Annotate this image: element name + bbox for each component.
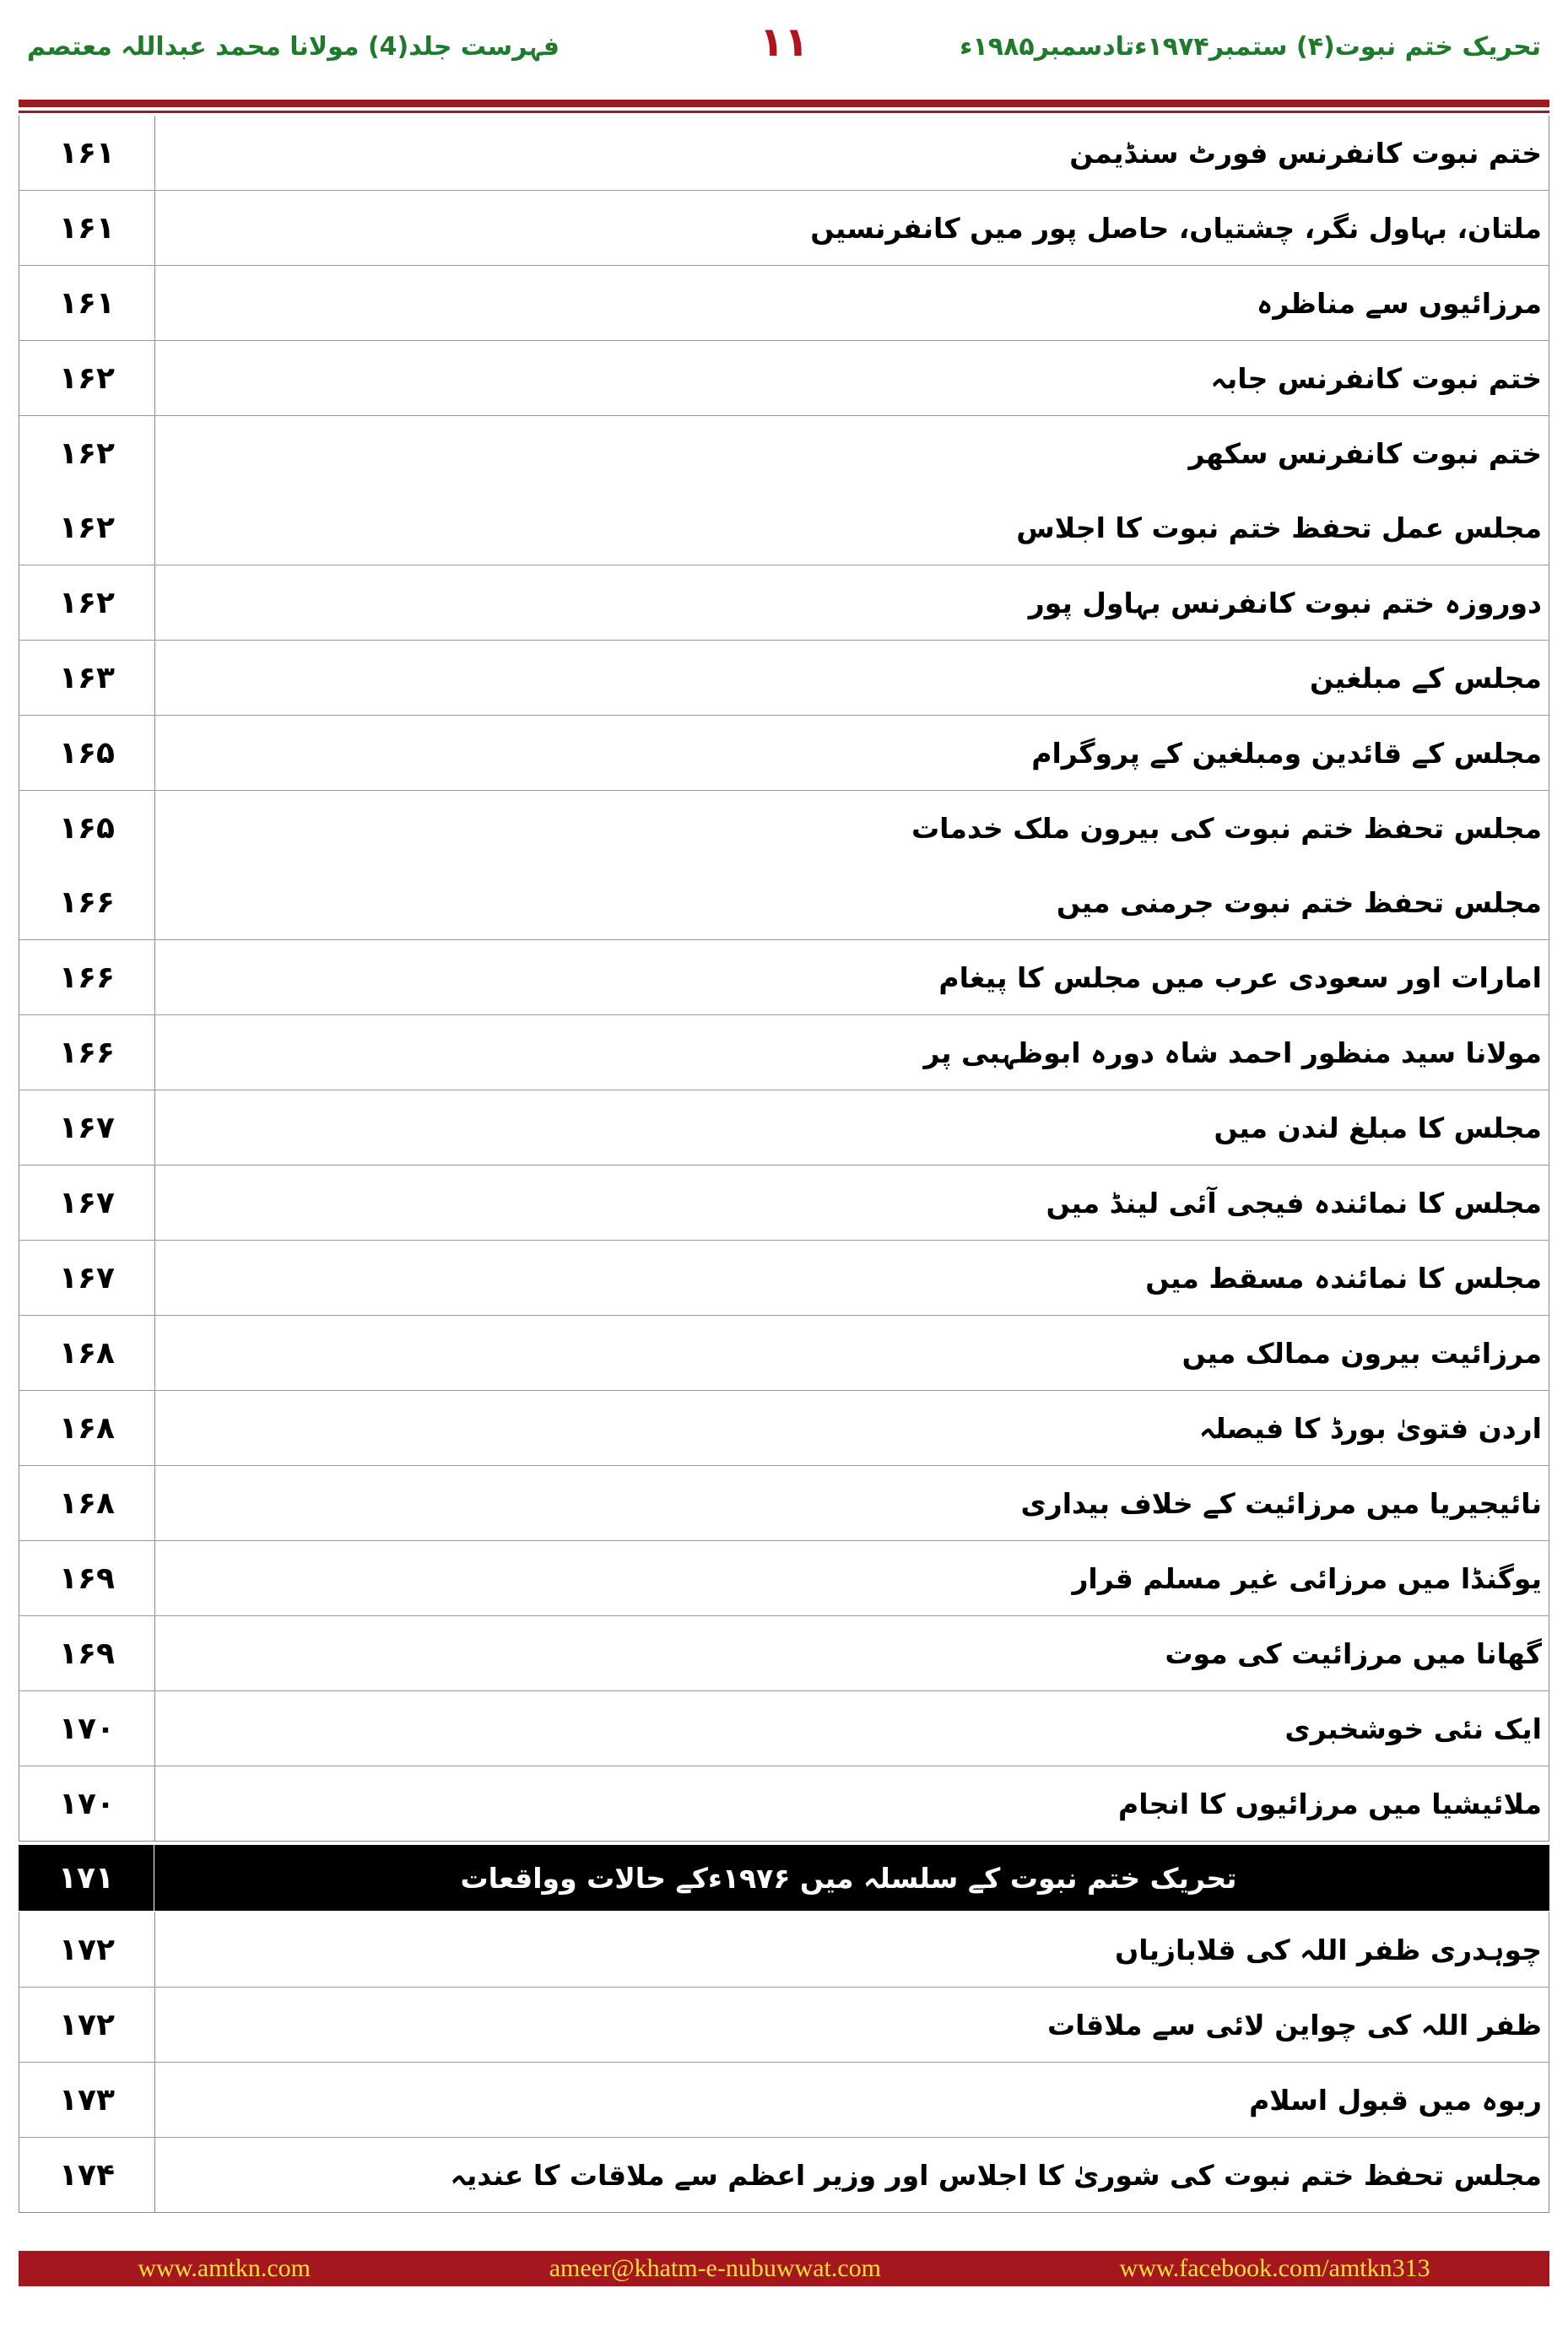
entry-page: ۱۶۹ [19, 1616, 155, 1690]
entry-title: یوگنڈا میں مرزائی غیر مسلم قرار [1072, 1561, 1542, 1595]
entry-title: نائیجیریا میں مرزائیت کے خلاف بیداری [1020, 1486, 1542, 1520]
table-row[interactable] [19, 565, 1549, 640]
table-row[interactable] [19, 1165, 1549, 1240]
entry-page: ۱۶۲ [19, 490, 155, 565]
entry-title: مجلس کے قائدین ومبلغین کے پروگرام [1031, 736, 1542, 770]
entry-title: مجلس تحفظ ختم نبوت جرمنی میں [1056, 885, 1542, 919]
entry-title: گھانا میں مرزائیت کی موت [1165, 1636, 1542, 1670]
table-row[interactable] [19, 1690, 1549, 1766]
page-number: ۱۱ [759, 19, 809, 66]
section-heading-row[interactable] [19, 1845, 1549, 1911]
entry-page: ۱۶۸ [19, 1391, 155, 1465]
table-row[interactable] [19, 1912, 1549, 1987]
entry-page: ۱۶۲ [19, 341, 155, 415]
entry-title: امارات اور سعودی عرب میں مجلس کا پیغام [938, 960, 1542, 994]
entry-page: ۱۶۷ [19, 1090, 155, 1165]
entry-title: ختم نبوت کانفرنس فورٹ سنڈیمن [1069, 136, 1542, 170]
entry-title: مرزائیت بیرون ممالک میں [1181, 1336, 1542, 1370]
entry-title: ایک نئی خوشخبری [1284, 1712, 1542, 1745]
table-row[interactable] [19, 265, 1549, 340]
entry-title: ختم نبوت کانفرنس سکھر [1188, 436, 1542, 470]
table-row[interactable] [19, 939, 1549, 1014]
entry-page: ۱۶۱ [19, 116, 155, 190]
contents-group-2 [19, 1912, 1549, 2213]
entry-title: مجلس کا نمائندہ مسقط میں [1145, 1261, 1542, 1295]
table-row[interactable] [19, 715, 1549, 790]
table-row[interactable] [19, 1014, 1549, 1090]
entry-title: مجلس عمل تحفظ ختم نبوت کا اجلاس [1016, 511, 1542, 544]
contents-group [19, 116, 1549, 1842]
entry-title: دوروزہ ختم نبوت کانفرنس بہاول پور [1028, 586, 1542, 619]
website-link[interactable]: www.amtkn.com [138, 2254, 311, 2282]
table-row[interactable] [19, 1390, 1549, 1465]
table-row[interactable] [19, 190, 1549, 265]
entry-page: ۱۶۱ [19, 191, 155, 265]
header-rule-thin [19, 111, 1549, 113]
entry-title: اردن فتویٰ بورڈ کا فیصلہ [1198, 1411, 1542, 1445]
email-link[interactable]: ameer@khatm-e-nubuwwat.com [549, 2254, 881, 2282]
entry-page: ۱۶۷ [19, 1241, 155, 1315]
header-rule-thick [19, 100, 1549, 107]
entry-title: ملتان، بہاول نگر، چشتیاں، حاصل پور میں کانفرنسیں [810, 211, 1542, 245]
table-row[interactable] [19, 2137, 1549, 2212]
entry-page: ۱۶۵ [19, 791, 155, 865]
entry-title: ختم نبوت کانفرنس جابہ [1210, 361, 1542, 395]
entry-page: ۱۷۰ [19, 1691, 155, 1766]
table-row[interactable] [19, 790, 1549, 865]
entry-title: چوہدری ظفر اللہ کی قلابازیاں [1115, 1933, 1542, 1966]
page-footer [19, 2251, 1549, 2286]
entry-page: ۱۶۷ [19, 1166, 155, 1240]
entry-page: ۱۶۶ [19, 940, 155, 1014]
table-row[interactable] [19, 1540, 1549, 1615]
entry-page: ۱۷۴ [19, 2138, 155, 2212]
entry-page: ۱۶۱ [19, 266, 155, 340]
entry-title: مجلس کے مبلغین [1309, 661, 1542, 695]
entry-page: ۱۶۸ [19, 1316, 155, 1390]
table-row[interactable] [19, 865, 1549, 939]
entry-page: ۱۷۰ [19, 1766, 155, 1841]
entry-page: ۱۶۲ [19, 416, 155, 490]
table-row[interactable] [19, 490, 1549, 565]
table-row[interactable] [19, 1315, 1549, 1390]
page-header [0, 0, 1568, 101]
entry-title: مرزائیوں سے مناظرہ [1257, 286, 1542, 320]
entry-title: مجلس کا مبلغ لندن میں [1214, 1111, 1542, 1144]
entry-title: مولانا سید منظور احمد شاہ دورہ ابوظہبی پر [923, 1036, 1542, 1069]
table-row[interactable] [19, 1465, 1549, 1540]
entry-page: ۱۶۲ [19, 565, 155, 640]
entry-page: ۱۶۳ [19, 641, 155, 715]
table-row[interactable] [19, 1766, 1549, 1841]
entry-page: ۱۶۵ [19, 716, 155, 790]
entry-title: ربوہ میں قبول اسلام [1249, 2083, 1542, 2117]
contents-table [19, 116, 1549, 2213]
entry-page: ۱۷۲ [19, 1912, 155, 1987]
entry-page: ۱۶۶ [19, 1015, 155, 1090]
table-row[interactable] [19, 2062, 1549, 2137]
table-row[interactable] [19, 340, 1549, 415]
book-title: تحریک ختم نبوت(۴) ستمبر۱۹۷۴ءتادسمبر۱۹۸۵ء [960, 32, 1541, 62]
entry-title: ظفر اللہ کی چواین لائی سے ملاقات [1046, 2008, 1542, 2042]
entry-title: مجلس تحفظ ختم نبوت کی شوریٰ کا اجلاس اور وزیر اعظم سے ملاقات کا عندیہ [450, 2158, 1542, 2192]
facebook-link[interactable]: www.facebook.com/amtkn313 [1119, 2254, 1430, 2282]
table-row[interactable] [19, 1240, 1549, 1315]
table-row[interactable] [19, 1615, 1549, 1690]
table-row[interactable] [19, 116, 1549, 190]
entry-page: ۱۶۶ [19, 865, 155, 939]
entry-page: ۱۷۳ [19, 2063, 155, 2137]
section-page: ۱۷۱ [19, 1845, 154, 1911]
table-row[interactable] [19, 640, 1549, 715]
entry-title: مجلس کا نمائندہ فیجی آئی لینڈ میں [1046, 1186, 1542, 1220]
table-row[interactable] [19, 1987, 1549, 2062]
table-row[interactable] [19, 415, 1549, 490]
table-row[interactable] [19, 1090, 1549, 1165]
entry-page: ۱۶۸ [19, 1466, 155, 1540]
entry-page: ۱۶۹ [19, 1541, 155, 1615]
section-title: تحریک ختم نبوت کے سلسلہ میں ۱۹۷۶ءکے حالات وواقعات [460, 1861, 1237, 1895]
entry-title: مجلس تحفظ ختم نبوت کی بیرون ملک خدمات [911, 811, 1542, 845]
entry-page: ۱۷۲ [19, 1988, 155, 2062]
entry-title: ملائیشیا میں مرزائیوں کا انجام [1118, 1787, 1542, 1820]
index-volume-author: فہرست جلد(4) مولانا محمد عبداللہ معتصم [27, 32, 560, 62]
